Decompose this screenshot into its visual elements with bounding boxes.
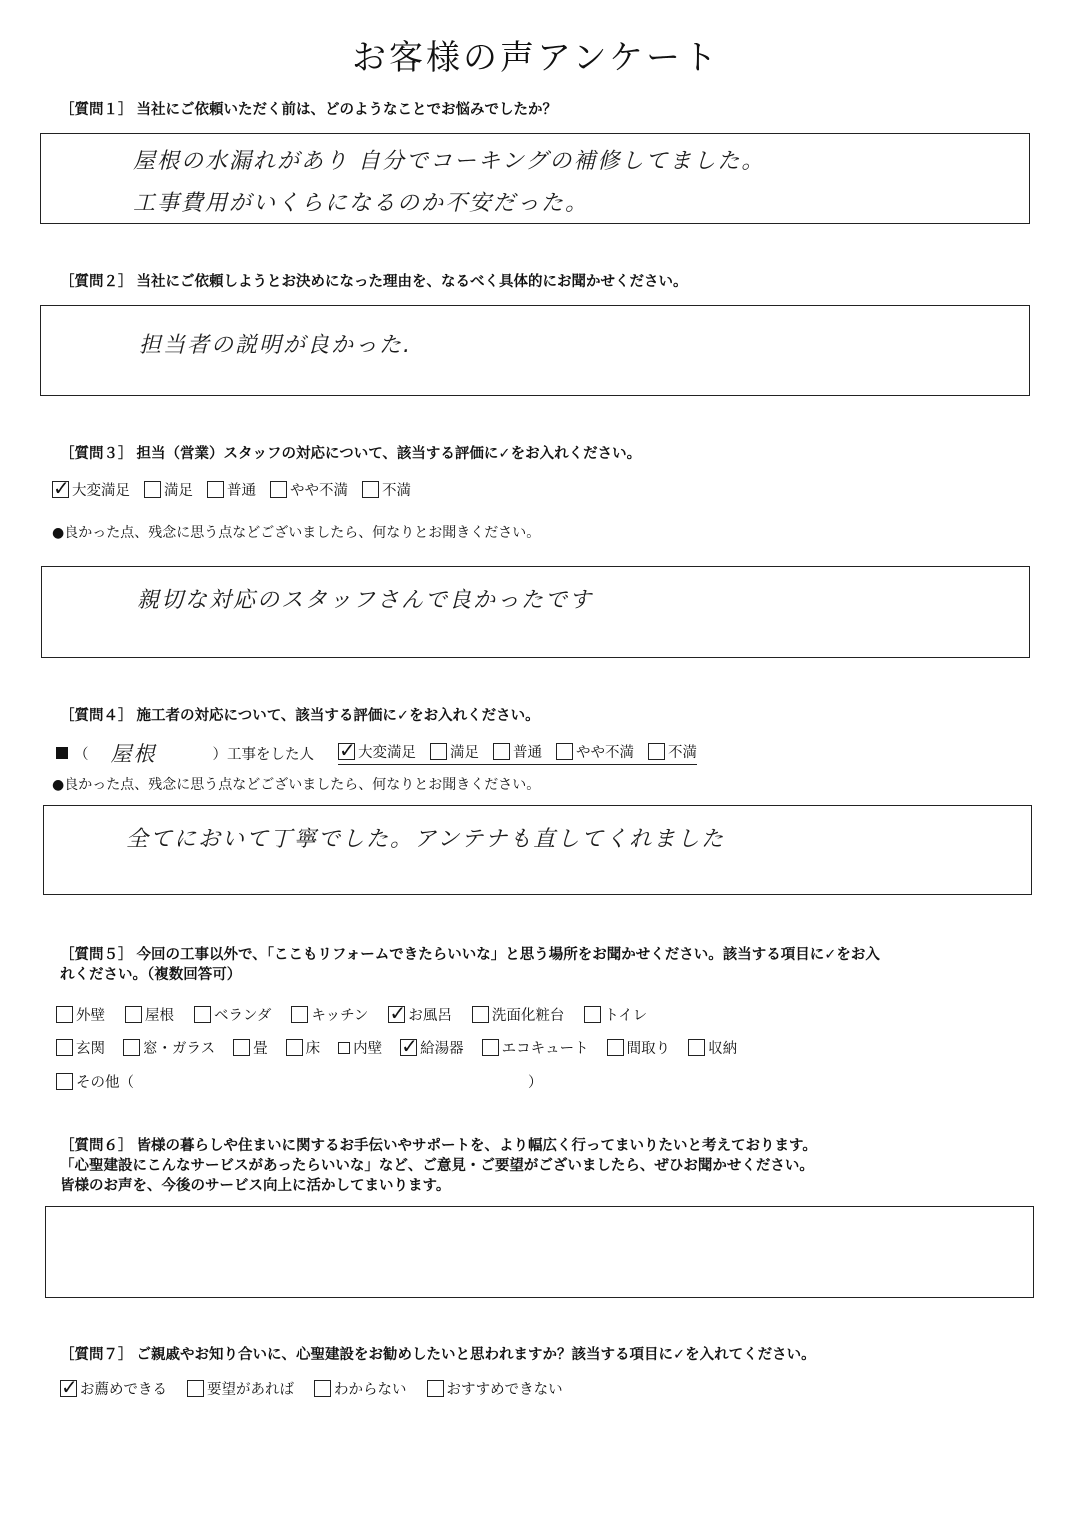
answer-4: 全てにおいて丁寧でした。アンテナも直してくれました bbox=[126, 827, 726, 852]
q5-checkbox[interactable] bbox=[123, 1039, 140, 1056]
question-2 bbox=[60, 272, 688, 292]
answer-box-2[interactable] bbox=[40, 305, 1030, 396]
q5-checkbox[interactable] bbox=[688, 1039, 705, 1056]
q7-checkbox-unsure[interactable] bbox=[314, 1380, 331, 1397]
q5-option-label: 玄関 bbox=[76, 1041, 105, 1057]
q4-work-type[interactable]: 屋根 bbox=[110, 742, 157, 766]
q5-option-label: 外壁 bbox=[76, 1008, 105, 1024]
q5-option-water-heater[interactable] bbox=[400, 1037, 464, 1058]
q5-option-roof[interactable] bbox=[125, 1004, 174, 1025]
q5-option-exterior-wall[interactable] bbox=[56, 1004, 105, 1025]
q3-option-label: やや不満 bbox=[290, 483, 348, 499]
q7-option-not-recommend[interactable] bbox=[427, 1378, 563, 1399]
q4-option-normal[interactable] bbox=[493, 741, 542, 762]
question-6-label: ［質問６］ bbox=[60, 1138, 133, 1154]
q5-checkbox-checked[interactable] bbox=[400, 1039, 417, 1056]
q4-option-satisfied[interactable] bbox=[430, 741, 479, 762]
q5-option-interior-wall[interactable] bbox=[338, 1037, 382, 1058]
q5-row-1 bbox=[56, 1004, 661, 1025]
q5-other-close: ） bbox=[528, 1075, 543, 1091]
answer-box-6[interactable] bbox=[45, 1206, 1034, 1298]
q5-option-kitchen[interactable] bbox=[291, 1004, 368, 1025]
q5-option-label: 間取り bbox=[626, 1041, 671, 1057]
answer-box-4[interactable] bbox=[43, 805, 1032, 895]
q5-option-label: 洗面化粧台 bbox=[491, 1008, 565, 1024]
q5-checkbox[interactable] bbox=[482, 1039, 499, 1056]
q3-note: ●良かった点、残念に思う点などございましたら、何なりとお聞きください。 bbox=[52, 525, 541, 541]
q4-option-label: 大変満足 bbox=[358, 745, 416, 761]
question-3 bbox=[60, 444, 641, 464]
question-1-label: ［質問１］ bbox=[60, 102, 133, 118]
question-5 bbox=[60, 945, 1030, 985]
q4-option-label: 満足 bbox=[450, 745, 479, 761]
q5-checkbox[interactable] bbox=[194, 1006, 211, 1023]
q7-option-recommend[interactable] bbox=[60, 1378, 167, 1399]
question-7 bbox=[60, 1345, 816, 1365]
q4-worker-row bbox=[56, 738, 697, 768]
q4-checkbox-very-satisfied[interactable] bbox=[338, 743, 355, 760]
question-6-text-line1: 皆様の暮らしや住まいに関するお手伝いやサポートを、より幅広く行ってまいりたいと考えております。 bbox=[136, 1138, 817, 1154]
q4-option-dissatisfied[interactable] bbox=[648, 741, 697, 762]
q4-note: ●良かった点、残念に思う点などございましたら、何なりとお聞きください。 bbox=[52, 777, 541, 793]
q7-option-label: わからない bbox=[334, 1382, 407, 1398]
q5-option-vanity[interactable] bbox=[472, 1004, 565, 1025]
q5-checkbox[interactable] bbox=[607, 1039, 624, 1056]
q5-option-label: 畳 bbox=[253, 1041, 268, 1057]
q5-option-label: キッチン bbox=[311, 1008, 369, 1024]
q5-option-label: 内壁 bbox=[353, 1041, 383, 1057]
q7-option-label: 要望があれば bbox=[207, 1382, 294, 1398]
q5-option-toilet[interactable] bbox=[584, 1004, 647, 1025]
question-6-text-line2: 「心聖建設にこんなサービスがあったらいいな」など、ご意見・ご要望がございましたら、ぜひお聞かせください。 bbox=[60, 1158, 814, 1174]
q4-option-label: やや不満 bbox=[576, 745, 634, 761]
q4-paren-open: （ bbox=[74, 746, 89, 763]
q4-checkbox-somewhat-dissatisfied[interactable] bbox=[556, 743, 573, 760]
question-1-text: 当社にご依頼いただく前は、どのようなことでお悩みでしたか？ bbox=[136, 102, 557, 118]
q4-checkbox-normal[interactable] bbox=[493, 743, 510, 760]
q5-other-label: その他（ bbox=[76, 1075, 134, 1091]
q7-options bbox=[60, 1378, 577, 1399]
q3-option-very-satisfied[interactable] bbox=[52, 479, 130, 500]
question-3-text: 担当（営業）スタッフの対応について、該当する評価に✓をお入れください。 bbox=[136, 446, 642, 462]
q3-checkbox-normal[interactable] bbox=[207, 481, 224, 498]
question-6 bbox=[60, 1136, 1035, 1196]
q7-option-label: お薦めできる bbox=[80, 1382, 167, 1398]
q5-checkbox[interactable] bbox=[56, 1073, 73, 1090]
question-4 bbox=[60, 706, 540, 726]
q4-paren-close: ）工事をした人 bbox=[212, 746, 314, 763]
q5-checkbox-checked[interactable] bbox=[388, 1006, 405, 1023]
q5-option-label: 屋根 bbox=[145, 1008, 174, 1024]
q4-option-somewhat-dissatisfied[interactable] bbox=[556, 741, 634, 762]
q4-option-label: 普通 bbox=[513, 745, 542, 761]
q5-checkbox[interactable] bbox=[56, 1006, 73, 1023]
q5-option-floor[interactable] bbox=[286, 1037, 321, 1058]
question-5-label: ［質問５］ bbox=[60, 947, 133, 963]
q5-option-window-glass[interactable] bbox=[123, 1037, 215, 1058]
q4-rating-options bbox=[338, 741, 697, 765]
q5-checkbox[interactable] bbox=[584, 1006, 601, 1023]
question-4-label: ［質問４］ bbox=[60, 708, 133, 724]
q5-option-label: エコキュート bbox=[501, 1041, 589, 1057]
q3-checkbox-satisfied[interactable] bbox=[144, 481, 161, 498]
q5-checkbox[interactable] bbox=[338, 1042, 350, 1054]
q3-option-dissatisfied[interactable] bbox=[362, 479, 411, 500]
q3-rating-options bbox=[52, 479, 425, 500]
q5-checkbox[interactable] bbox=[56, 1039, 73, 1056]
q5-row-other bbox=[56, 1071, 543, 1092]
q5-option-layout[interactable] bbox=[607, 1037, 671, 1058]
q3-option-label: 普通 bbox=[227, 483, 256, 499]
q5-option-storage[interactable] bbox=[688, 1037, 737, 1058]
q3-checkbox-very-satisfied[interactable] bbox=[52, 481, 69, 498]
question-1 bbox=[60, 100, 557, 120]
q5-option-label: 窓・ガラス bbox=[143, 1041, 216, 1057]
q3-option-somewhat-dissatisfied[interactable] bbox=[270, 479, 348, 500]
q3-option-label: 不満 bbox=[382, 483, 411, 499]
q3-option-label: 大変満足 bbox=[72, 483, 130, 499]
q4-checkbox-dissatisfied[interactable] bbox=[648, 743, 665, 760]
question-3-label: ［質問３］ bbox=[60, 446, 133, 462]
question-5-text-line2: れください。（複数回答可） bbox=[60, 967, 242, 983]
answer-2: 担当者の説明が良かった. bbox=[139, 333, 412, 358]
q7-checkbox-recommend[interactable] bbox=[60, 1380, 77, 1397]
q7-option-label: おすすめできない bbox=[446, 1382, 563, 1398]
page-title: お客様の声アンケート bbox=[352, 38, 720, 78]
q5-option-label: トイレ bbox=[604, 1008, 648, 1024]
q5-checkbox[interactable] bbox=[233, 1039, 250, 1056]
square-bullet-icon bbox=[56, 747, 68, 759]
answer-box-3[interactable] bbox=[41, 566, 1030, 658]
q5-checkbox[interactable] bbox=[125, 1006, 142, 1023]
q5-option-entrance[interactable] bbox=[56, 1037, 105, 1058]
question-5-text-line1: 今回の工事以外で、「ここもリフォームできたらいいな」と思う場所をお聞かせください。該当する項目に✓をお入 bbox=[136, 947, 880, 963]
q5-option-label: ベランダ bbox=[214, 1008, 272, 1024]
q7-option-unsure[interactable] bbox=[314, 1378, 407, 1399]
question-7-label: ［質問７］ bbox=[60, 1347, 133, 1363]
q5-option-veranda[interactable] bbox=[194, 1004, 271, 1025]
q5-option-bath[interactable] bbox=[388, 1004, 452, 1025]
answer-1-line2: 工事費用がいくらになるのか不安だった。 bbox=[133, 191, 590, 216]
q5-option-tatami[interactable] bbox=[233, 1037, 268, 1058]
q7-checkbox-not-recommend[interactable] bbox=[427, 1380, 444, 1397]
q5-option-label: 給湯器 bbox=[420, 1041, 464, 1057]
q5-row-2 bbox=[56, 1037, 751, 1058]
q3-option-label: 満足 bbox=[164, 483, 193, 499]
answer-1-line1: 屋根の水漏れがあり 自分でコーキングの補修してました。 bbox=[133, 149, 766, 174]
question-2-label: ［質問２］ bbox=[60, 274, 133, 290]
q5-option-label: 床 bbox=[305, 1041, 321, 1057]
question-7-text: ご親戚やお知り合いに、心聖建設をお勧めしたいと思われますか？該当する項目に✓を入れてください。 bbox=[136, 1347, 816, 1363]
q5-checkbox[interactable] bbox=[472, 1006, 489, 1023]
q5-checkbox[interactable] bbox=[291, 1006, 308, 1023]
q5-option-label: お風呂 bbox=[408, 1008, 452, 1024]
question-6-text-line3: 皆様のお声を、今後のサービス向上に活かしてまいります。 bbox=[60, 1178, 451, 1194]
q5-option-other[interactable] bbox=[56, 1071, 134, 1092]
q5-option-ecocute[interactable] bbox=[482, 1037, 589, 1058]
q5-checkbox[interactable] bbox=[286, 1039, 303, 1056]
q3-checkbox-dissatisfied[interactable] bbox=[362, 481, 379, 498]
q3-option-satisfied[interactable] bbox=[144, 479, 193, 500]
q7-checkbox-if-requested[interactable] bbox=[187, 1380, 204, 1397]
q4-option-label: 不満 bbox=[668, 745, 697, 761]
question-4-text: 施工者の対応について、該当する評価に✓をお入れください。 bbox=[136, 708, 540, 724]
q4-checkbox-satisfied[interactable] bbox=[430, 743, 447, 760]
answer-box-1[interactable] bbox=[40, 133, 1030, 224]
q7-option-if-requested[interactable] bbox=[187, 1378, 294, 1399]
q3-checkbox-somewhat-dissatisfied[interactable] bbox=[270, 481, 287, 498]
answer-3: 親切な対応のスタッフさんで良かったです bbox=[137, 588, 594, 613]
q3-option-normal[interactable] bbox=[207, 479, 256, 500]
q4-option-very-satisfied[interactable] bbox=[338, 741, 416, 762]
q5-option-label: 収納 bbox=[708, 1041, 738, 1057]
question-2-text: 当社にご依頼しようとお決めになった理由を、なるべく具体的にお聞かせください。 bbox=[136, 274, 688, 290]
